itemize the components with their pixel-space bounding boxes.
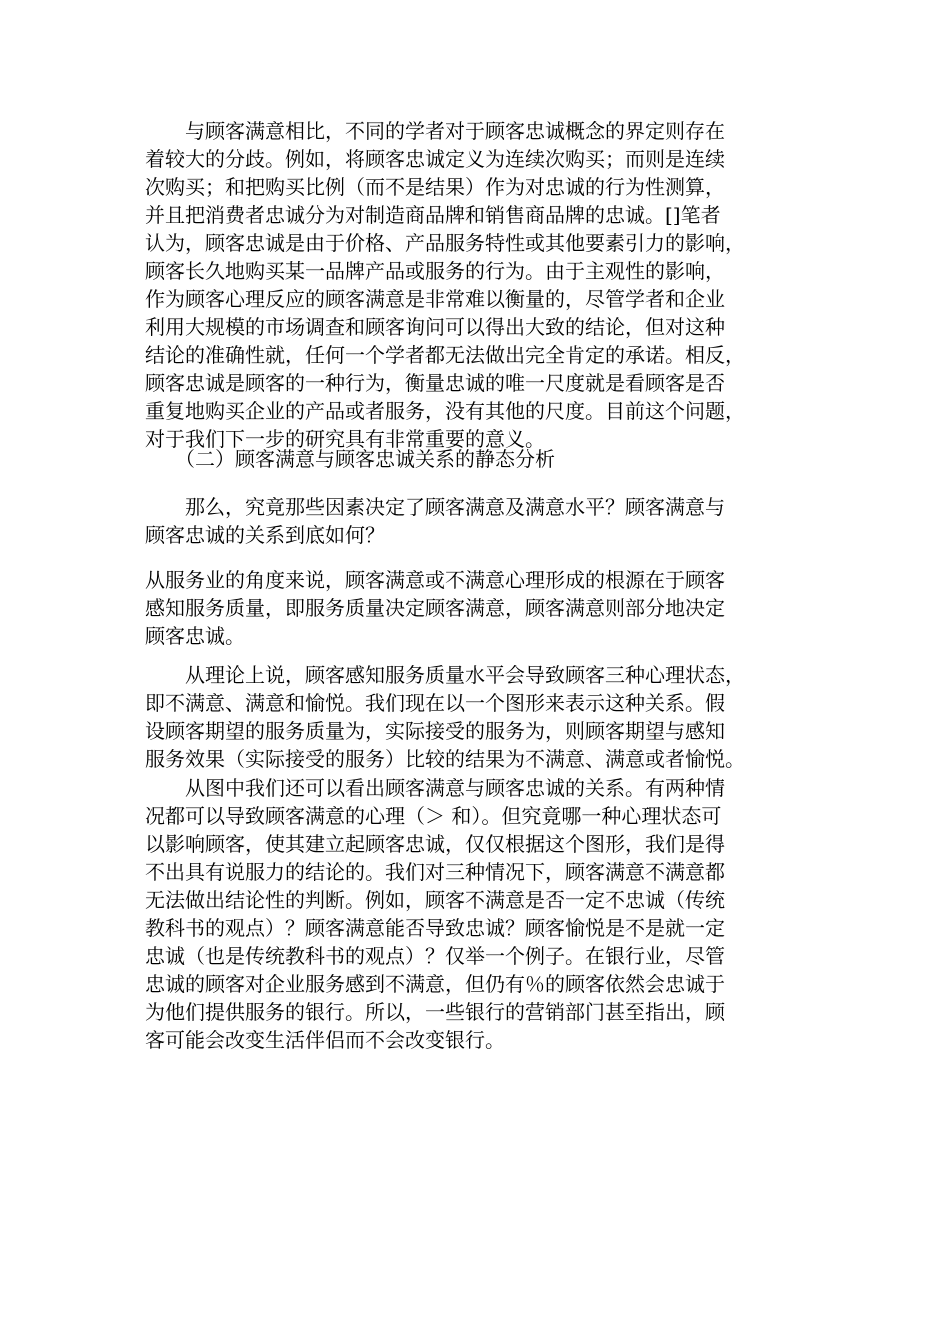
text-line: 顾客忠诚是顾客的一种行为，衡量忠诚的唯一尺度就是看顾客是否 bbox=[145, 371, 725, 395]
text-line: 从理论上说，顾客感知服务质量水平会导致顾客三种心理状态， bbox=[145, 663, 745, 687]
text-line: 顾客忠诚。 bbox=[145, 624, 245, 648]
paragraph-loyalty-definition bbox=[145, 117, 805, 453]
text-line: 作为顾客心理反应的顾客满意是非常难以衡量的，尽管学者和企业 bbox=[145, 287, 725, 311]
text-line: 结论的准确性就，任何一个学者都无法做出完全肯定的承诺。相反， bbox=[145, 343, 745, 367]
paragraph-service-perspective bbox=[145, 566, 805, 650]
text-line: 教科书的观点）？顾客满意能否导致忠诚？顾客愉悦是不是就一定 bbox=[145, 916, 725, 940]
paragraph-theory bbox=[145, 661, 805, 773]
text-line: 次购买；和把购买比例（而不是结果）作为对忠诚的行为性测算， bbox=[145, 175, 725, 199]
text-line: 忠诚（也是传统教科书的观点）？仅举一个例子。在银行业，尽管 bbox=[145, 944, 725, 968]
text-line: 即不满意、满意和愉悦。我们现在以一个图形来表示这种关系。假 bbox=[145, 691, 725, 715]
text-line: 顾客忠诚的关系到底如何？ bbox=[145, 523, 385, 547]
text-line: 以影响顾客，使其建立起顾客忠诚，仅仅根据这个图形，我们是得 bbox=[145, 832, 725, 856]
paragraph-relationship-analysis bbox=[145, 774, 805, 1054]
text-line: 那么，究竟那些因素决定了顾客满意及满意水平？顾客满意与 bbox=[145, 495, 725, 519]
text-line: 从服务业的角度来说，顾客满意或不满意心理形成的根源在于顾客 bbox=[145, 568, 725, 592]
section-heading bbox=[145, 445, 805, 473]
text-line: 无法做出结论性的判断。例如，顾客不满意是否一定不忠诚（传统 bbox=[145, 888, 725, 912]
text-line: 并且把消费者忠诚分为对制造商品牌和销售商品牌的忠诚。[]笔者 bbox=[145, 203, 721, 227]
text-line: 忠诚的顾客对企业服务感到不满意，但仍有％的顾客依然会忠诚于 bbox=[145, 972, 725, 996]
paragraph-question bbox=[145, 493, 805, 549]
text-line: 从图中我们还可以看出顾客满意与顾客忠诚的关系。有两种情 bbox=[145, 776, 725, 800]
text-line: 重复地购买企业的产品或者服务，没有其他的尺度。目前这个问题， bbox=[145, 399, 745, 423]
text-line: 不出具有说服力的结论的。我们对三种情况下，顾客满意不满意都 bbox=[145, 860, 725, 884]
text-line: 对于我们下一步的研究具有非常重要的意义。 bbox=[145, 427, 545, 451]
text-line: 与顾客满意相比，不同的学者对于顾客忠诚概念的界定则存在 bbox=[145, 119, 725, 143]
text-line: 利用大规模的市场调查和顾客询问可以得出大致的结论，但对这种 bbox=[145, 315, 725, 339]
heading-text: （二）顾客满意与顾客忠诚关系的静态分析 bbox=[145, 447, 555, 471]
text-line: 着较大的分歧。例如，将顾客忠诚定义为连续次购买；而则是连续 bbox=[145, 147, 725, 171]
text-line: 顾客长久地购买某一品牌产品或服务的行为。由于主观性的影响， bbox=[145, 259, 725, 283]
text-line: 况都可以导致顾客满意的心理（＞ 和）。但究竟哪一种心理状态可 bbox=[145, 804, 722, 828]
text-line: 为他们提供服务的银行。所以，一些银行的营销部门甚至指出，顾 bbox=[145, 1000, 725, 1024]
text-line: 感知服务质量，即服务质量决定顾客满意，顾客满意则部分地决定 bbox=[145, 596, 725, 620]
text-line: 客可能会改变生活伴侣而不会改变银行。 bbox=[145, 1028, 505, 1052]
text-line: 设顾客期望的服务质量为，实际接受的服务为，则顾客期望与感知 bbox=[145, 719, 725, 743]
text-line: 服务效果（实际接受的服务）比较的结果为不满意、满意或者愉悦。 bbox=[145, 747, 745, 771]
text-line: 认为，顾客忠诚是由于价格、产品服务特性或其他要素引力的影响， bbox=[145, 231, 745, 255]
